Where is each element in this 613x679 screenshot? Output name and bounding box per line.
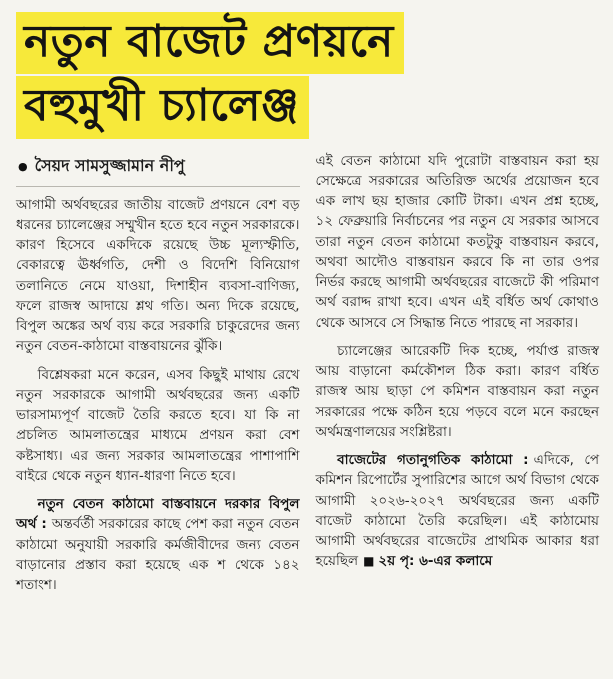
paragraph-left-2: বিশ্লেষকরা মনে করেন, এসব কিছুই মাথায় রেখে নতুন সরকারকে আগামী অর্থবছরের জন্য একটি ভারসাম্যপূর্ণ বাজেট তৈরি করতে হবে। যা কি না প্রচলিত আমলাতন্ত্রের মাধ্যমে প্রণয়ন করা বেশ কষ্টসাধ্য। এর জন্য সরকার আমলাতন্ত্রের পাশাপাশি বাইরে থেকে নতুন ধ্যান-ধারণা নিতে হবে।: [16, 366, 300, 484]
article-headline: [16, 12, 599, 141]
byline: [16, 151, 300, 187]
headline-line-2: বহুমুখী চ্যালেঞ্জ: [16, 76, 309, 138]
continuation-square-icon: ■: [363, 554, 375, 569]
paragraph-right-3-text: এদিকে, পে কমিশন রিপোর্টের সুপারিশের আগে অর্থ বিভাগ থেকে আগামী ২০২৬-২০২৭ অর্থবছরের জন্য একটি বাজেট কাঠামো তৈরি করেছিল। এই কাঠামোয় আগামী অর্থবছরের বাজেটের প্রাথমিক আকার ধরা হয়েছিল: [315, 452, 599, 570]
paragraph-left-1: আগামী অর্থবছরের জাতীয় বাজেট প্রণয়নে বেশ বড় ধরনের চ্যালেঞ্জের সম্মুখীন হতে হবে নতুন সরকারকে। কারণ হিসেবে একদিকে রয়েছে উচ্চ মূল্যস্ফীতি, বেকারত্বে ঊর্ধ্বগতি, দেশী ও বিদেশি বিনিয়োগ তলানিতে নেমে যাওয়া, দিশাহীন ব্যবসা-বাণিজ্য, ফলে রাজস্ব আদায়ে শ্লথ গতি। অন্য দিকে রয়েছে, বিপুল অঙ্কের অর্থ ব্যয় করে সরকারি চাকুরেদের জন্য নতুন বেতন-কাঠামো বাস্তবায়নের ঝুঁকি।: [16, 196, 300, 355]
byline-name: সৈয়দ সামসুজ্জামান নীপু: [34, 155, 185, 175]
right-column: [316, 151, 600, 604]
paragraph-right-2: চ্যালেঞ্জের আরেকটি দিক হচ্ছে, পর্যাপ্ত রাজস্ব আয় বাড়ানো কর্মকৌশল ঠিক করা। কারণ বর্ধিত রাজস্ব আয় ছাড়া পে কমিশন বাস্তবায়ন করা নতুন সরকারের পক্ষে কঠিন হয়ে পড়বে বলে মনে করছেন অর্থমন্ত্রণালয়ের সংশ্লিষ্টরা।: [315, 342, 599, 440]
paragraph-left-3-text: অন্তর্বর্তী সরকারের কাছে পেশ করা নতুন বেতন কাঠামো অনুযায়ী সরকারি কর্মজীবীদের জন্য বেতন বাড়ানোর প্রস্তাব করা হয়েছে এক শ থেকে ১৪২ শতাংশ।: [16, 516, 300, 594]
headline-line-1: নতুন বাজেট প্রণয়নে: [16, 12, 404, 74]
paragraph-right-1: এই বেতন কাঠামো যদি পুরোটা বাস্তবায়ন করা হয় সেক্ষেত্রে সরকারের অতিরিক্ত অর্থের প্রয়োজন হবে এক লাখ ছয় হাজার কোটি টাকা। এখন প্রশ্ন হচ্ছে, ১২ ফেব্রুয়ারি নির্বাচনের পর নতুন যে সরকার আসবে তারা নতুন বেতন কাঠামো কতটুকু বাস্তবায়ন করবে, অথবা আদৌও বাস্তবায়ন করবে কি না তার ওপর নির্ভর করছে আগামী অর্থবছরের বাজেটে কী পরিমাণ অর্থ বরাদ্দ রাখা হবে। এখন এই বর্ধিত অর্থ কোথাও থেকে আসবে সে সিদ্ধান্ত নিতে পারছে না সরকার।: [315, 152, 599, 331]
subhead-new-pay-scale: নতুন বেতন কাঠামো বাস্তবায়নে দরকার বিপুল অর্থ :: [16, 496, 300, 533]
article-body: [16, 151, 599, 604]
continuation-note: ২য় পৃ: ৬-এর কলামে: [378, 553, 493, 570]
paragraph-left-3: [16, 494, 300, 595]
subhead-budget-structure: বাজেটের গতানুগতিক কাঠামো :: [337, 452, 529, 469]
bullet-icon: ●: [18, 159, 28, 173]
left-column: [16, 151, 300, 604]
paragraph-right-3: [316, 450, 600, 572]
